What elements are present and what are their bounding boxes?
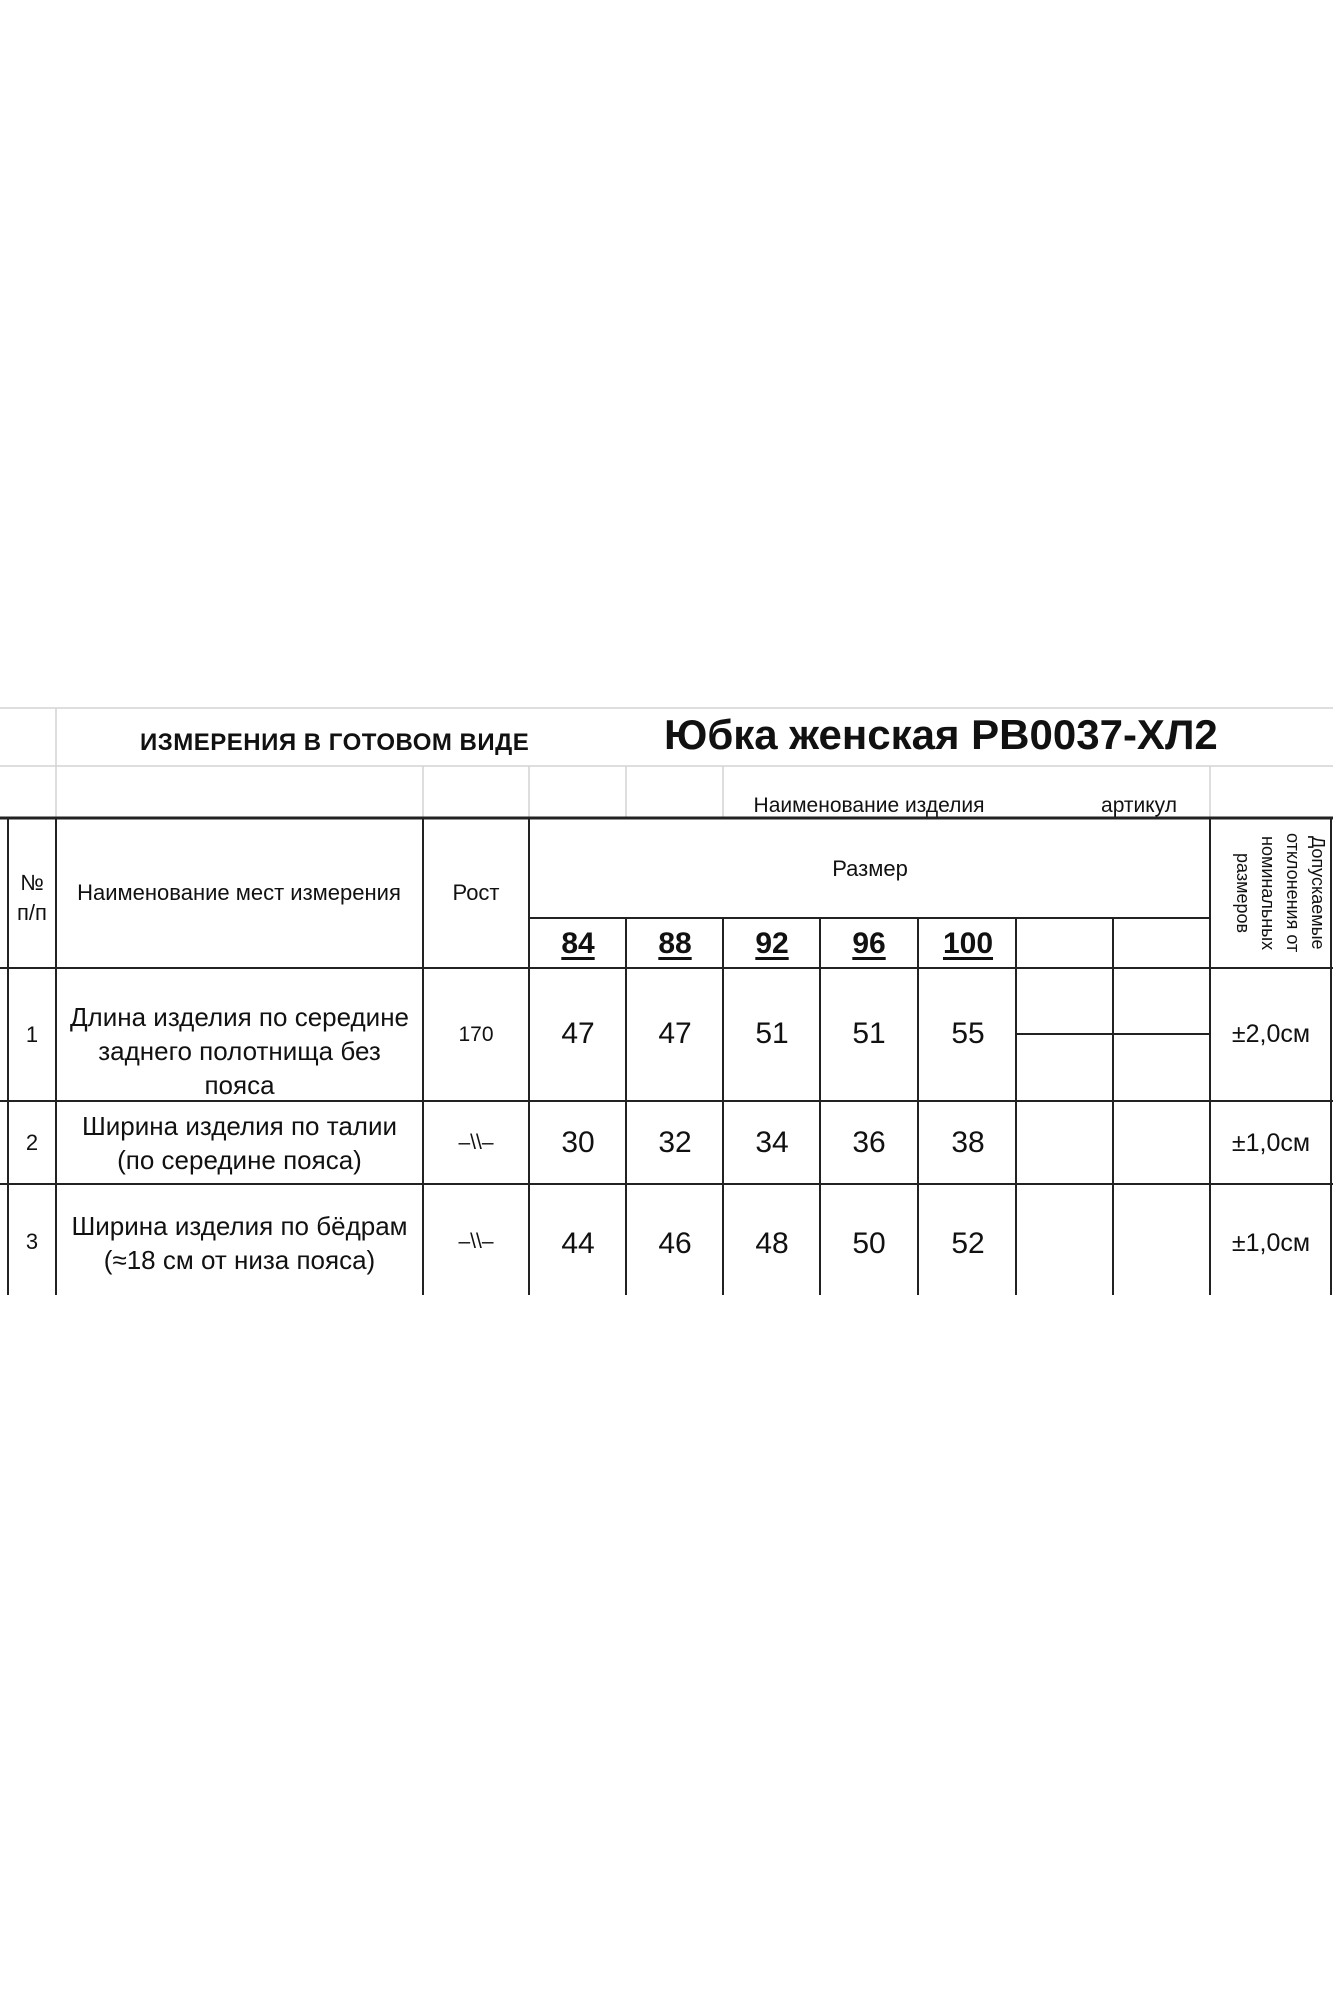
size-header-100: 100 (942, 927, 994, 960)
row-2-number: 2 (25, 1130, 39, 1155)
row-1-number: 1 (25, 1022, 39, 1047)
section-title: ИЗМЕРЕНИЯ В ГОТОВОМ ВИДЕ (140, 729, 530, 756)
row-2-value-92: 34 (755, 1126, 789, 1159)
product-name-caption: Наименование изделия (753, 794, 985, 817)
row-2-value-84: 30 (561, 1126, 595, 1159)
col-header-number: № п/п (17, 870, 47, 925)
row-3-value-96: 50 (852, 1227, 886, 1260)
row-3-value-88: 46 (658, 1227, 692, 1260)
row-2-height: –\\– (458, 1131, 494, 1154)
row-3-value-84: 44 (561, 1227, 595, 1260)
col-header-measure-place: Наименование мест измерения (77, 880, 401, 905)
row-1-value-84: 47 (561, 1017, 595, 1050)
product-title: Юбка женская РВ0037-ХЛ2 (664, 711, 1218, 758)
size-header-92: 92 (755, 927, 789, 960)
row-2-value-100: 38 (951, 1126, 985, 1159)
row-2-value-88: 32 (658, 1126, 692, 1159)
row-3-tolerance: ±1,0см (1231, 1229, 1311, 1257)
row-2-value-96: 36 (852, 1126, 886, 1159)
article-caption: артикул (1101, 794, 1177, 817)
row-3-measure-name: Ширина изделия по бёдрам (≈18 см от низа пояса) (71, 1211, 408, 1275)
size-header-96: 96 (852, 927, 886, 960)
row-1-value-96: 51 (852, 1017, 886, 1050)
row-3-value-92: 48 (755, 1227, 789, 1260)
row-1-measure-name: Длина изделия по середине заднего полотнища без пояса (69, 1002, 410, 1100)
row-1-tolerance: ±2,0см (1231, 1020, 1311, 1048)
row-1-value-88: 47 (658, 1017, 692, 1050)
row-2-tolerance: ±1,0см (1231, 1129, 1311, 1157)
size-header-84: 84 (561, 927, 595, 960)
col-header-size: Размер (832, 856, 908, 881)
size-header-88: 88 (658, 927, 692, 960)
row-1-value-100: 55 (951, 1017, 985, 1050)
row-3-value-100: 52 (951, 1227, 985, 1260)
row-1-height: 170 (458, 1023, 494, 1046)
row-1-value-92: 51 (755, 1017, 789, 1050)
col-header-height: Рост (452, 880, 500, 905)
row-2-measure-name: Ширина изделия по талии (по середине пояса) (81, 1111, 398, 1175)
col-header-tolerance: Допускаемые отклонения от номинальных размеров (1233, 833, 1328, 953)
row-3-height: –\\– (458, 1230, 494, 1253)
row-3-number: 3 (25, 1229, 39, 1254)
